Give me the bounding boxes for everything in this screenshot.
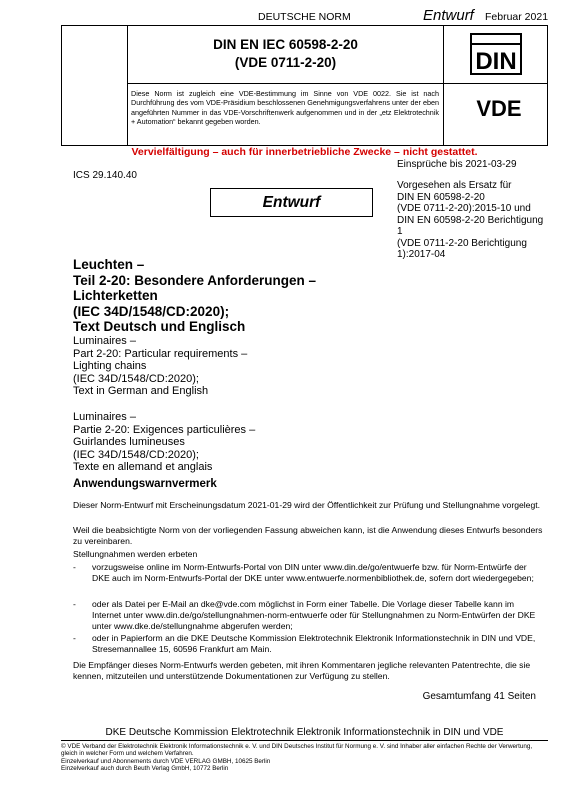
objection-deadline: Einsprüche bis 2021-03-29 [397, 159, 517, 170]
warning-paragraph-3: Stellungnahmen werden erbeten [73, 549, 198, 559]
title-line: Guirlandes lumineuses [73, 436, 185, 448]
status-label: Entwurf [423, 7, 474, 24]
title-line: Luminaires – [73, 411, 136, 423]
title-line: Texte en allemand et anglais [73, 461, 213, 473]
din-logo-text: DIN [475, 48, 517, 75]
warning-paragraph-4: Die Empfänger dieses Norm-Entwurfs werden gebeten, mit ihren Kommentaren jegliche relevanten Patentrechte, die sie kennen, mitzuteilen und unterstützende Dokumentationen zur Verfügung zu stellen. [73, 660, 531, 681]
issue-date: Februar 2021 [485, 11, 549, 23]
warning-paragraph-2: Weil die beabsichtigte Norm von der vorliegenden Fassung abweichen kann, ist die Anwendung dieses Entwurfs besonders zu vereinbaren. [73, 525, 543, 546]
list-dash: - [73, 562, 76, 572]
list-item-text: vorzugsweise online im Norm-Entwurfs-Portal von DIN unter www.din.de/go/entwuerfe bzw. für Norm-Entwürfe der DKE auch im Norm-Entwurfs-Portal der DKE unter www.entwuerfe.normenbibliothek.de, sofern dort wiedergegeben; [92, 562, 534, 583]
replacement-line: DIN EN 60598-2-20 [397, 191, 485, 203]
replacement-line: (VDE 0711-2-20):2015-10 und [397, 203, 531, 214]
title-line: Partie 2-20: Exigences particulières – [73, 423, 256, 436]
replacement-line: 1):2017-04 [397, 249, 446, 260]
title-line: (IEC 34D/1548/CD:2020); [73, 448, 199, 461]
copyright-notice [61, 743, 548, 773]
page-count: Gesamtumfang 41 Seiten [422, 691, 536, 702]
draft-stamp: Entwurf [210, 188, 373, 217]
title-line: Lighting chains [73, 360, 147, 372]
reproduction-notice: Vervielfältigung – auch für innerbetriebliche Zwecke – nicht gestattet. [131, 146, 478, 158]
title-line: Text Deutsch und Englisch [73, 319, 246, 334]
replacement-line: DIN EN 60598-2-20 Berichtigung 1 [397, 214, 544, 237]
footer-divider [61, 740, 548, 741]
replacement-line: Vorgesehen als Ersatz für [397, 180, 512, 191]
document-designation [128, 36, 443, 72]
copyright-line: Einzelverkauf und Abonnements durch VDE VERLAG GMBH, 10625 Berlin [61, 757, 271, 765]
footer-organization: DKE Deutsche Kommission Elektrotechnik Elektronik Informationstechnik in DIN und VDE [105, 727, 504, 738]
frame-divider-middle [127, 83, 443, 84]
title-line: Text in German and English [73, 385, 209, 397]
title-german [73, 257, 373, 335]
title-line: Luminaires – [73, 335, 136, 347]
title-english [73, 335, 373, 398]
title-line: (IEC 34D/1548/CD:2020); [73, 303, 230, 319]
vde-regulation-note: Diese Norm ist zugleich eine VDE-Bestimmung im Sinne von VDE 0022. Sie ist nach Durchführung des vom VDE-Präsidium beschlossenen Genehmigungsverfahrens unter der eben angeführten Nummer in das VDE-Vorschriftenwerk aufgenommen und in der „etz Elektrotechnik + Automation“ bekannt gegeben worden. [131, 89, 439, 126]
warning-heading: Anwendungswarnvermerk [73, 478, 217, 490]
copyright-line: Einzelverkauf auch durch Beuth Verlag GmbH, 10772 Berlin [61, 765, 229, 773]
title-line: Teil 2-20: Besondere Anforderungen – [73, 272, 317, 288]
title-line: Part 2-20: Particular requirements – [73, 347, 248, 360]
list-dash: - [73, 599, 76, 609]
frame-divider-logos [443, 83, 548, 84]
copyright-line: © VDE Verband der Elektrotechnik Elektronik Informationstechnik e. V. und DIN Deutsches Institut für Normung e. V. sind Inhaber aller einfachen Rechte der Verwertung, gleich in welcher Form und welchem Verfahren. [61, 743, 533, 758]
replacement-line: (VDE 0711-2-20 Berichtigung [397, 237, 527, 249]
title-french [73, 411, 373, 474]
designation-line-2: (VDE 0711-2-20) [234, 55, 337, 70]
list-item-text: oder als Datei per E-Mail an dke@vde.com möglichst in Form einer Tabelle. Die Vorlage dieser Tabelle kann im Internet unter www.din.de/go/stellungnahmen-norm-entwuerfe oder für Stellungnahmen zu Norm-Entwürfen der DKE unter www.dke.de/stellungnahme abgerufen werden; [92, 599, 536, 631]
list-item-text: oder in Papierform an die DKE Deutsche Kommission Elektrotechnik Elektronik Informationstechnik in DIN und VDE, Stresemannallee 15, 60596 Frankfurt am Main. [92, 633, 536, 654]
title-line: Leuchten – [73, 257, 145, 272]
list-dash: - [73, 633, 76, 643]
replacement-info [397, 180, 547, 261]
designation-line-1: DIN EN IEC 60598-2-20 [213, 37, 358, 52]
frame-divider-right [443, 25, 444, 146]
vde-logo-text: VDE [476, 97, 522, 119]
ics-code: ICS 29.140.40 [73, 170, 137, 181]
vde-logo [466, 97, 532, 119]
title-line: Lichterketten [73, 288, 158, 303]
warning-paragraph-1: Dieser Norm-Entwurf mit Erscheinungsdatum 2021-01-29 wird der Öffentlichkeit zur Prüfung und Stellungnahme vorgelegt. [73, 500, 540, 510]
din-logo [470, 33, 522, 75]
norm-type-label: DEUTSCHE NORM [258, 11, 351, 23]
title-line: (IEC 34D/1548/CD:2020); [73, 372, 199, 385]
